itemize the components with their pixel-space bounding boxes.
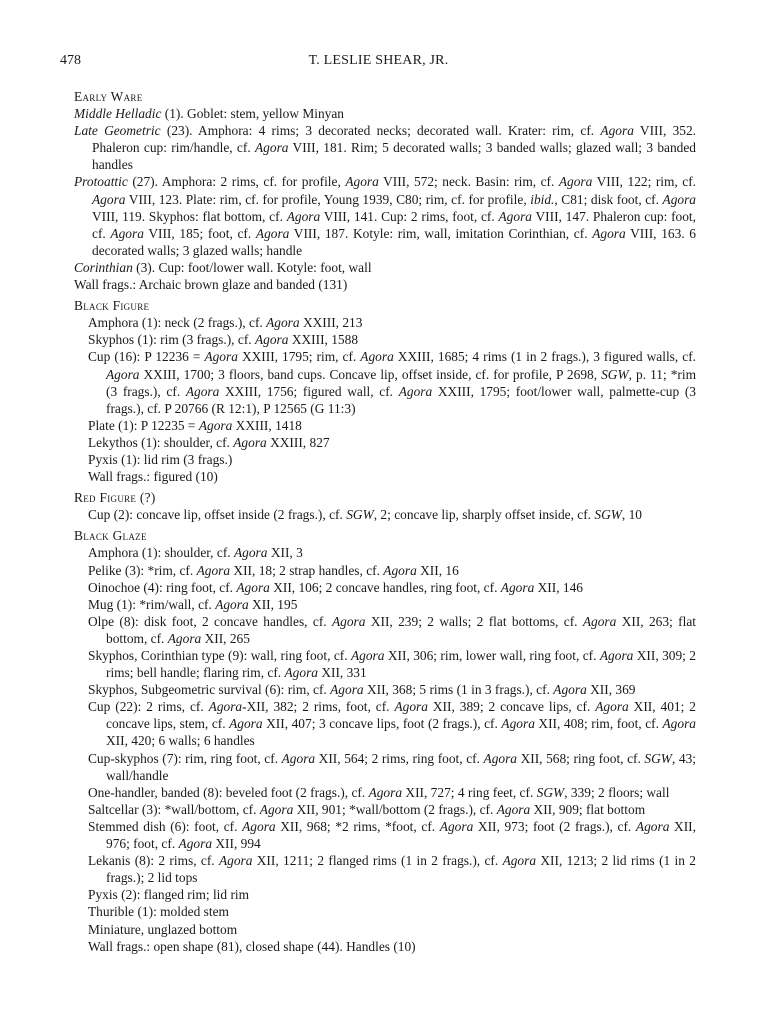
citation-title: SGW	[644, 750, 672, 766]
entry-text: , 10	[621, 507, 642, 523]
entry-text: Stemmed dish (6): foot, cf.	[88, 818, 243, 834]
catalogue-entry	[88, 938, 696, 955]
entry-text: Pyxis (2): flanged rim; lid rim	[88, 887, 250, 903]
entry-text: XII, 309; 2 rims; bell handle; flaring rim, cf.	[106, 648, 696, 681]
entry-text: Olpe (8): disk foot, 2 concave handles, cf.	[88, 613, 332, 629]
citation-title: Agora	[284, 665, 318, 681]
citation-title: Agora	[394, 699, 428, 715]
citation-title: Agora	[196, 562, 231, 578]
entry-text: XXIII, 1700; 3 floors, band cups. Concave lip, offset inside, cf. for profile, P 2698,	[139, 366, 602, 382]
citation-title: Agora	[635, 818, 670, 834]
citation-title: Agora	[167, 630, 202, 646]
entry-text: XXIII, 1418	[232, 417, 302, 433]
entry-text: Amphora (1): neck (2 frags.), cf.	[88, 315, 267, 331]
entry-text: Cup (16): P 12236 =	[88, 349, 205, 365]
entry-text: Cup-skyphos (7): rim, ring foot, cf.	[88, 750, 282, 766]
entry-text: Lekanis (8): 2 rims, cf.	[88, 853, 219, 869]
entry-text: Pelike (3): *rim, cf.	[88, 562, 197, 578]
citation-title: Agora	[496, 801, 531, 817]
entry-text: , C81; disk foot, cf.	[554, 191, 663, 207]
citation-title: Agora	[662, 191, 696, 207]
entry-text: XII, 3	[267, 545, 303, 561]
entry-text: XII, 568; ring foot, cf.	[517, 750, 645, 766]
entry-text: One-handler, banded (8): beveled foot (2 frags.), cf.	[88, 784, 369, 800]
entry-text: XII, 106; 2 concave handles, ring foot, cf.	[269, 579, 501, 595]
entry-text: VIII, 352. Phaleron cup: rim/handle, cf.	[92, 123, 696, 156]
entry-text: XII, 18; 2 strap handles, cf.	[230, 562, 384, 578]
entry-text: XII, 368; 5 rims (1 in 3 frags.), cf.	[363, 682, 554, 698]
entry-period: Middle Helladic	[74, 106, 162, 122]
entry-text: XXIII, 1756; figured wall, cf.	[219, 383, 399, 399]
entry-text: XXIII, 827	[266, 434, 330, 450]
entry-text: , p. 11; *rim (3 frags.), cf.	[106, 366, 697, 399]
citation-title: Agora	[286, 208, 321, 224]
entry-text: VIII, 119. Skyphos: flat bottom, cf.	[92, 208, 287, 224]
entry-text: XII, 265	[201, 630, 250, 646]
entry-text: , 2; concave lip, sharply offset inside, cf.	[373, 507, 595, 523]
entry-text: XII, 401; 2 concave lips, stem, cf.	[106, 699, 696, 732]
entry-text: VIII, 185; foot, cf.	[143, 225, 256, 241]
page-header	[0, 52, 757, 72]
entry-text: Amphora (1): shoulder, cf.	[88, 545, 234, 561]
entry-text: Mug (1): *rim/wall, cf.	[88, 596, 216, 612]
citation-title: Agora	[106, 366, 140, 382]
entry-text: Pyxis (1): lid rim (3 frags.)	[88, 451, 233, 467]
entry-text: XII, 909; flat bottom	[530, 801, 646, 817]
citation-title: Agora	[558, 174, 593, 190]
entry-text: (3). Cup: foot/lower wall. Kotyle: foot, wall	[132, 259, 372, 275]
citation-title: ibid.	[530, 191, 555, 207]
entry-text: VIII, 141. Cup: 2 rims, foot, cf.	[320, 208, 499, 224]
entry-text: XII, 331	[317, 665, 367, 681]
citation-title: Agora	[553, 682, 587, 698]
entry-text: XII, 389; 2 concave lips, cf.	[427, 699, 596, 715]
catalogue-entry	[88, 562, 696, 579]
entry-period: Late Geometric	[74, 123, 161, 139]
catalogue-entry	[74, 276, 696, 293]
catalogue-entry	[88, 348, 696, 416]
citation-title: Agora	[662, 716, 696, 732]
catalogue-entry	[74, 105, 696, 122]
catalogue-entry	[88, 596, 696, 613]
entry-text: XII, 994	[212, 836, 261, 852]
page-number: 478	[60, 53, 81, 68]
citation-title: Agora	[254, 332, 289, 348]
catalogue-entry	[88, 921, 696, 938]
entry-text: Cup (2): concave lip, offset inside (2 frags.), cf.	[88, 507, 347, 523]
entry-text: XII, 306; rim, lower wall, ring foot, cf.	[384, 648, 600, 663]
catalogue-entry	[88, 613, 696, 647]
citation-title: Agora	[215, 596, 249, 612]
citation-title: Agora	[500, 579, 535, 595]
catalogue-entry	[88, 681, 696, 698]
citation-title: Agora	[110, 225, 144, 241]
citation-title: Agora	[383, 562, 417, 578]
entry-text: XII, 968; *2 rims, *foot, cf.	[275, 818, 440, 834]
citation-title: Agora	[233, 545, 268, 561]
catalogue-entry	[88, 647, 696, 681]
entry-period: Corinthian	[74, 259, 133, 275]
citation-title: Agora	[259, 801, 294, 817]
citation-title: SGW	[594, 507, 622, 523]
section-heading: Red Figure (?)	[74, 490, 156, 506]
entry-text: XII, 727; 4 ring feet, cf.	[402, 784, 537, 800]
entry-text: XII, 976; foot, cf.	[106, 818, 696, 852]
running-title: T. LESLIE SHEAR, JR.	[308, 53, 449, 68]
citation-title: Agora	[595, 699, 629, 715]
citation-title: Agora	[501, 716, 535, 732]
entry-text: (27). Amphora: 2 rims, cf. for profile,	[127, 174, 346, 190]
catalogue-entry	[74, 122, 696, 173]
catalogue-entry	[88, 331, 696, 348]
entry-text: XII, 369	[586, 682, 636, 698]
citation-title: Agora	[331, 613, 366, 629]
catalogue-entry	[88, 750, 696, 784]
entry-text: VIII, 163. 6 decorated walls; 3 glazed walls; handle	[92, 225, 696, 258]
citation-title: Agora	[229, 716, 263, 732]
entry-text: XXIII, 1588	[288, 332, 359, 348]
citation-title: Agora	[266, 315, 300, 331]
citation-title: Agora	[255, 140, 289, 156]
catalogue-entry	[88, 314, 696, 331]
catalogue-entry	[74, 259, 696, 276]
citation-title: Agora	[218, 853, 253, 869]
catalogue-entry	[88, 903, 696, 920]
entry-text: VIII, 572; neck. Basin: rim, cf.	[378, 174, 559, 190]
catalogue-entry	[74, 173, 696, 258]
section-heading: Early Ware	[74, 89, 143, 104]
catalogue-entry	[88, 579, 696, 596]
entry-text: VIII, 147. Phaleron cup: foot, cf.	[92, 208, 696, 241]
entry-text: Plate (1): P 12235 =	[88, 417, 199, 433]
catalogue-entry	[88, 451, 696, 468]
citation-title: Agora	[360, 349, 394, 365]
entry-period: Protoattic	[74, 174, 128, 190]
citation-title: Agora	[345, 174, 379, 190]
catalogue-entry	[88, 468, 696, 485]
catalogue-entry	[88, 506, 696, 523]
entry-text: XXIII, 213	[299, 315, 363, 331]
entry-text: XII, 408; rim, foot, cf.	[534, 716, 663, 732]
entry-text: VIII, 122; rim, cf.	[592, 174, 697, 190]
catalogue-entry	[88, 801, 696, 818]
section-heading: Black Figure	[74, 298, 150, 314]
citation-title: Agora	[483, 750, 517, 766]
citation-title: Agora	[330, 682, 364, 698]
citation-title: Agora	[281, 750, 316, 766]
citation-title: Agora	[502, 853, 537, 869]
citation-title: Agora	[600, 123, 634, 139]
entry-text: (23). Amphora: 4 rims; 3 decorated necks; decorated wall. Krater: rim, cf.	[160, 123, 601, 139]
entry-text: Miniature, unglazed bottom	[88, 921, 238, 937]
entry-text: XII, 239; 2 walls; 2 flat bottoms, cf.	[365, 613, 583, 629]
ware-catalogue	[74, 88, 696, 955]
entry-text: XII, 901; *wall/bottom (2 frags.), cf.	[293, 801, 497, 817]
citation-title: Agora	[439, 818, 474, 834]
entry-text: Saltcellar (3): *wall/bottom, cf.	[88, 801, 260, 817]
entry-text: XII, 1213; 2 lid rims (1 in 2 frags.); 2 lid tops	[106, 853, 696, 886]
entry-text: Skyphos, Corinthian type (9): wall, ring foot, cf.	[88, 648, 351, 663]
citation-title: Agora	[198, 417, 233, 433]
entry-text: XXIII, 1795; foot/lower wall, palmette-cup (3 frags.), cf. P 20766 (R 12:1), P 12565 (G 11:3)	[106, 383, 696, 416]
entry-text: XII, 407; 3 concave lips, foot (2 frags.), cf.	[262, 716, 502, 732]
citation-title: Agora	[255, 225, 290, 241]
entry-text: Oinochoe (4): ring foot, cf.	[88, 579, 237, 595]
citation-title: Agora	[592, 225, 626, 241]
entry-text: Wall frags.: Archaic brown glaze and banded (131)	[74, 277, 348, 293]
entry-text: XII, 16	[416, 562, 459, 578]
citation-title: Agora	[178, 836, 213, 852]
entry-text: XII, 420; 6 walls; 6 handles	[106, 733, 255, 749]
entry-text: Wall frags.: open shape (81), closed shape (44). Handles (10)	[88, 938, 416, 954]
citation-title: Agora	[242, 818, 276, 834]
entry-text: VIII, 187. Kotyle: rim, wall, imitation Corinthian, cf.	[289, 225, 593, 241]
entry-text: VIII, 181. Rim; 5 decorated walls; 3 banded walls; glazed wall; 3 banded handles	[92, 140, 697, 173]
catalogue-entry	[88, 417, 696, 434]
citation-title: Agora	[498, 208, 532, 224]
citation-title: Agora	[233, 434, 267, 450]
entry-text: XII, 564; 2 rims, ring foot, cf.	[315, 750, 484, 766]
entry-text: Skyphos, Subgeometric survival (6): rim, cf.	[88, 682, 331, 698]
citation-title: Agora	[185, 383, 220, 399]
citation-title: Agora	[204, 349, 238, 365]
catalogue-entry	[88, 784, 696, 801]
citation-title: Agora	[368, 784, 403, 800]
entry-text: XXIII, 1795; rim, cf.	[237, 349, 361, 365]
catalogue-entry	[88, 818, 696, 852]
entry-text: , 339; 2 floors; wall	[564, 784, 670, 800]
entry-text: XII, 1211; 2 flanged rims (1 in 2 frags.), cf.	[252, 853, 503, 869]
section-heading: Black Glaze	[74, 528, 147, 544]
catalogue-entry	[88, 544, 696, 561]
entry-text: (1). Goblet: stem, yellow Minyan	[161, 106, 344, 122]
catalogue-entry	[88, 434, 696, 451]
entry-text: Skyphos (1): rim (3 frags.), cf.	[88, 332, 255, 348]
entry-text: VIII, 123. Plate: rim, cf. for profile, Young 1939, C80; rim, cf. for profile,	[125, 191, 531, 207]
entry-text: Cup (22): 2 rims, cf.	[88, 699, 209, 715]
entry-text: XII, 973; foot (2 frags.), cf.	[473, 818, 636, 834]
entry-text: , 43; wall/handle	[106, 750, 696, 783]
entry-text: -XII, 382; 2 rims, foot, cf.	[242, 699, 395, 715]
citation-title: Agora	[92, 191, 126, 207]
entry-text: XII, 263; flat bottom, cf.	[106, 613, 696, 646]
citation-title: SGW	[346, 507, 374, 523]
citation-title: Agora	[350, 648, 385, 663]
citation-title: Agora	[582, 613, 617, 629]
catalogue-entry	[88, 886, 696, 903]
entry-text: Thurible (1): molded stem	[88, 904, 229, 920]
entry-text: Wall frags.: figured (10)	[88, 469, 218, 485]
catalogue-entry	[88, 698, 696, 749]
catalogue-entry	[88, 852, 696, 886]
citation-title: Agora	[208, 699, 243, 715]
entry-text: XII, 195	[248, 596, 298, 612]
citation-title: SGW	[536, 784, 565, 800]
citation-title: Agora	[398, 383, 433, 399]
citation-title: Agora	[236, 579, 270, 595]
entry-text: XXIII, 1685; 4 rims (1 in 2 frags.), 3 figured walls, cf.	[393, 349, 697, 365]
citation-title: Agora	[599, 648, 634, 663]
entry-text: XII, 146	[534, 579, 583, 595]
citation-title: SGW	[601, 366, 629, 382]
entry-text: Lekythos (1): shoulder, cf.	[88, 434, 234, 450]
